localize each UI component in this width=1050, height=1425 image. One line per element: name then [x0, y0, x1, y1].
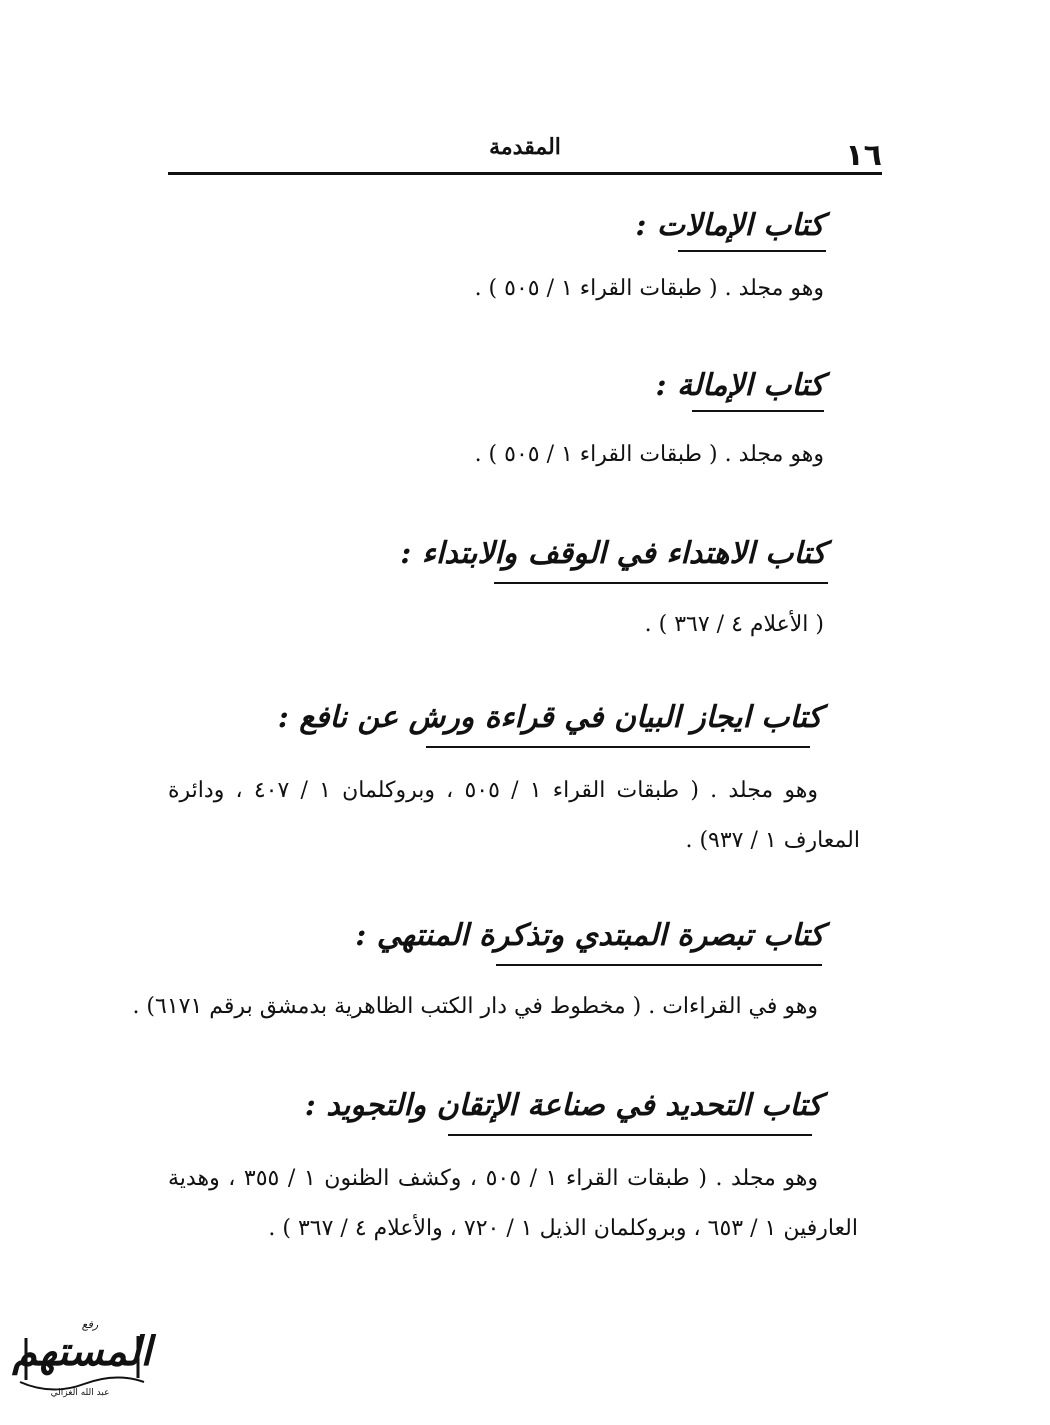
title-underline — [692, 410, 824, 412]
title-underline — [678, 250, 826, 252]
entry-title: كتاب تبصرة المبتدي وتذكرة المنتهي : — [355, 918, 824, 953]
entry-body-line: وهو في القراءات . ( مخطوط في دار الكتب الظاهرية بدمشق برقم ٦١٧١) . — [132, 994, 818, 1019]
title-underline — [448, 1134, 812, 1136]
title-underline — [426, 746, 810, 748]
title-underline — [494, 582, 828, 584]
entry-body-line: وهو مجلد . ( طبقات القراء ١ / ٥٠٥ ، وكشف الظنون ١ / ٣٥٥ ، وهدية — [168, 1166, 818, 1191]
corner-stamp — [12, 1318, 152, 1408]
entry-body-line: ( الأعلام ٤ / ٣٦٧ ) . — [644, 612, 824, 637]
stamp-sub-text: عبد الله الغزالي — [50, 1388, 110, 1398]
entry-title: كتاب الإمالة : — [655, 368, 824, 403]
entry-body-line: المعارف ١ / ٩٣٧) . — [685, 828, 860, 853]
header-rule — [168, 172, 882, 175]
entry-title: كتاب ايجاز البيان في قراءة ورش عن نافع : — [277, 700, 822, 735]
running-head: المقدمة — [489, 134, 561, 160]
stamp-top-text: رفع — [81, 1318, 99, 1331]
entry-body-line: العارفين ١ / ٦٥٣ ، وبروكلمان الذيل ١ / ٧٢٠ ، والأعلام ٤ / ٣٦٧ ) . — [268, 1216, 858, 1241]
page-number: ١٦ — [845, 138, 882, 173]
entry-body-line: وهو مجلد . ( طبقات القراء ١ / ٥٠٥ ) . — [474, 276, 824, 301]
page-header — [168, 128, 882, 174]
stamp-main-text: المستهم — [12, 1328, 152, 1375]
entry-title: كتاب الإمالات : — [635, 208, 824, 243]
entry-title: كتاب الاهتداء في الوقف والابتداء : — [400, 536, 826, 571]
entry-body-line: وهو مجلد . ( طبقات القراء ١ / ٥٠٥ ، وبروكلمان ١ / ٤٠٧ ، ودائرة — [168, 778, 818, 803]
entry-body-line: وهو مجلد . ( طبقات القراء ١ / ٥٠٥ ) . — [474, 442, 824, 467]
entry-title: كتاب التحديد في صناعة الإتقان والتجويد : — [304, 1088, 822, 1123]
title-underline — [496, 964, 822, 966]
